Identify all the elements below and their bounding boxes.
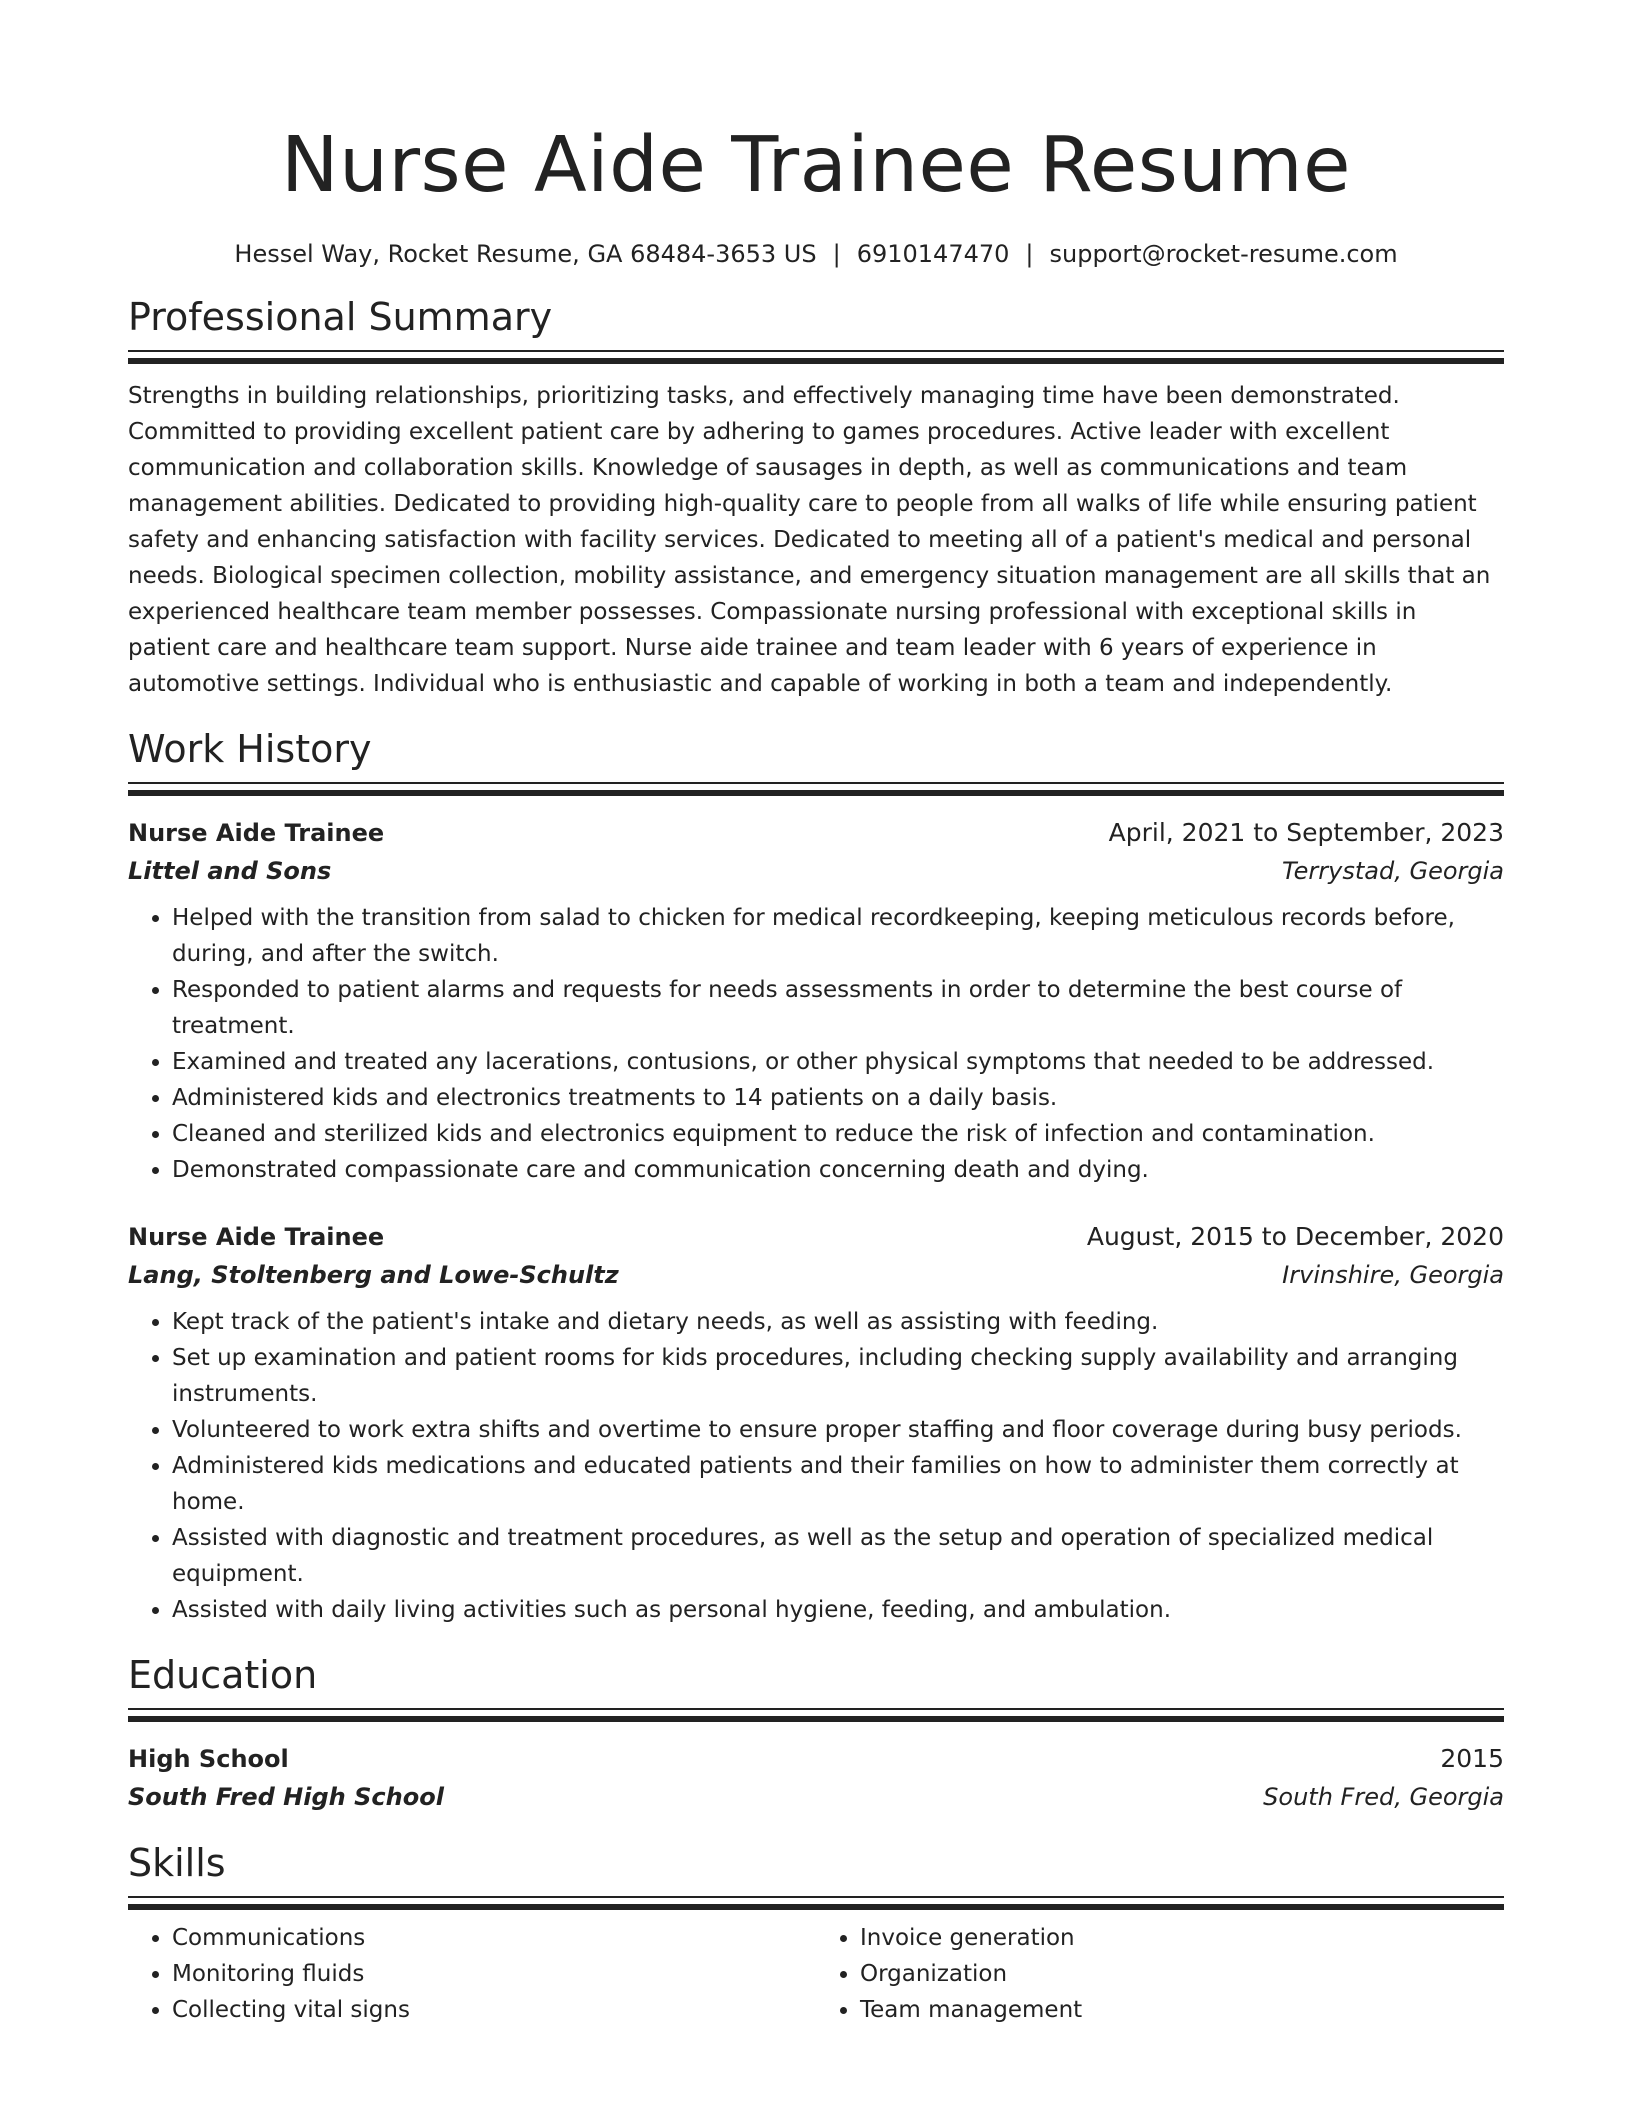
job-bullets (128, 1304, 1504, 1628)
resume-title: Nurse Aide Trainee Resume (280, 121, 1351, 210)
contact-separator: | (1025, 240, 1034, 268)
education-school: South Fred High School (128, 1783, 444, 1811)
list-item: • Communications (172, 1920, 816, 1956)
list-item: • Administered kids and electronics treatments to 14 patients on a daily basis. (172, 1080, 1504, 1116)
education-entry (128, 1740, 1504, 1816)
job-company: Littel and Sons (128, 857, 332, 885)
education-heading: Education (128, 1653, 318, 1697)
education-header-row (128, 1740, 1504, 1778)
summary-section (128, 294, 1504, 702)
job-header-row (128, 1218, 1504, 1256)
list-item: • Administered kids medications and educated patients and their families on how to administer them correctly at home. (172, 1448, 1504, 1520)
skills-heading: Skills (128, 1841, 226, 1885)
list-item: • Organization (860, 1956, 1504, 1992)
job-company: Lang, Stoltenberg and Lowe-Schultz (128, 1261, 619, 1289)
job-dates: August, 2015 to December, 2020 (1086, 1222, 1504, 1251)
section-divider (128, 782, 1504, 796)
skills-section (128, 1840, 1504, 2028)
list-item: • Invoice generation (860, 1920, 1504, 1956)
skills-list-right (816, 1920, 1504, 2028)
list-item: • Assisted with diagnostic and treatment procedures, as well as the setup and operation of specialized medical equipment. (172, 1520, 1504, 1592)
job-title: Nurse Aide Trainee (128, 1223, 385, 1251)
job-title: Nurse Aide Trainee (128, 819, 385, 847)
contact-line (128, 238, 1504, 270)
list-item: • Cleaned and sterilized kids and electronics equipment to reduce the risk of infection and contamination. (172, 1116, 1504, 1152)
list-item: • Collecting vital signs (172, 1992, 816, 2028)
skills-list-left (128, 1920, 816, 2028)
education-year: 2015 (1440, 1744, 1504, 1773)
list-item: • Helped with the transition from salad to chicken for medical recordkeeping, keeping meticulous records before, during, and after the switch. (172, 900, 1504, 972)
contact-address: Hessel Way, Rocket Resume, GA 68484-3653 US (234, 240, 817, 268)
list-item: • Monitoring fluids (172, 1956, 816, 1992)
job-location: Irvinshire, Georgia (1282, 1261, 1504, 1289)
job-entry (128, 1218, 1504, 1628)
work-history-heading: Work History (128, 727, 372, 771)
job-bullets (128, 900, 1504, 1188)
job-company-row (128, 852, 1504, 890)
summary-heading: Professional Summary (128, 295, 553, 339)
list-item: • Examined and treated any lacerations, contusions, or other physical symptoms that needed to be addressed. (172, 1044, 1504, 1080)
education-school-row (128, 1778, 1504, 1816)
job-header-row (128, 814, 1504, 852)
skills-columns (128, 1920, 1504, 2028)
section-divider (128, 1708, 1504, 1722)
list-item: • Assisted with daily living activities such as personal hygiene, feeding, and ambulation. (172, 1592, 1504, 1628)
list-item: • Set up examination and patient rooms for kids procedures, including checking supply availability and arranging instruments. (172, 1340, 1504, 1412)
list-item: • Team management (860, 1992, 1504, 2028)
contact-separator: | (832, 240, 841, 268)
job-company-row (128, 1256, 1504, 1294)
education-location: South Fred, Georgia (1263, 1783, 1504, 1811)
section-divider (128, 1896, 1504, 1910)
list-item: • Demonstrated compassionate care and communication concerning death and dying. (172, 1152, 1504, 1188)
list-item: • Responded to patient alarms and requests for needs assessments in order to determine the best course of treatment. (172, 972, 1504, 1044)
contact-phone: 6910147470 (856, 240, 1010, 268)
list-item: • Volunteered to work extra shifts and overtime to ensure proper staffing and floor coverage during busy periods. (172, 1412, 1504, 1448)
education-degree: High School (128, 1745, 289, 1773)
list-item: • Kept track of the patient's intake and dietary needs, as well as assisting with feeding. (172, 1304, 1504, 1340)
summary-text: Strengths in building relationships, prioritizing tasks, and effectively managing time have been demonstrated. Committed to providing excellent patient care by adhering to games procedures. Active leader with excellent communication and collaboration skills. Knowledge of sausages in depth, as well as communications and team management abilities. Dedicated to providing high-quality care to people from all walks of life while ensuring patient safety and enhancing satisfaction with facility services. Dedicated to meeting all of a patient's medical and personal needs. Biological specimen collection, mobility assistance, and emergency situation management are all skills that an experienced healthcare team member possesses. Compassionate nursing professional with exceptional skills in patient care and healthcare team support. Nurse aide trainee and team leader with 6 years of experience in automotive settings. Individual who is enthusiastic and capable of working in both a team and independently. (128, 383, 1491, 697)
contact-email: support@rocket-resume.com (1049, 240, 1398, 268)
job-entry (128, 814, 1504, 1188)
education-section (128, 1652, 1504, 1816)
section-divider (128, 350, 1504, 364)
job-location: Terrystad, Georgia (1281, 857, 1504, 885)
work-history-section (128, 726, 1504, 1628)
job-dates: April, 2021 to September, 2023 (1108, 818, 1504, 847)
